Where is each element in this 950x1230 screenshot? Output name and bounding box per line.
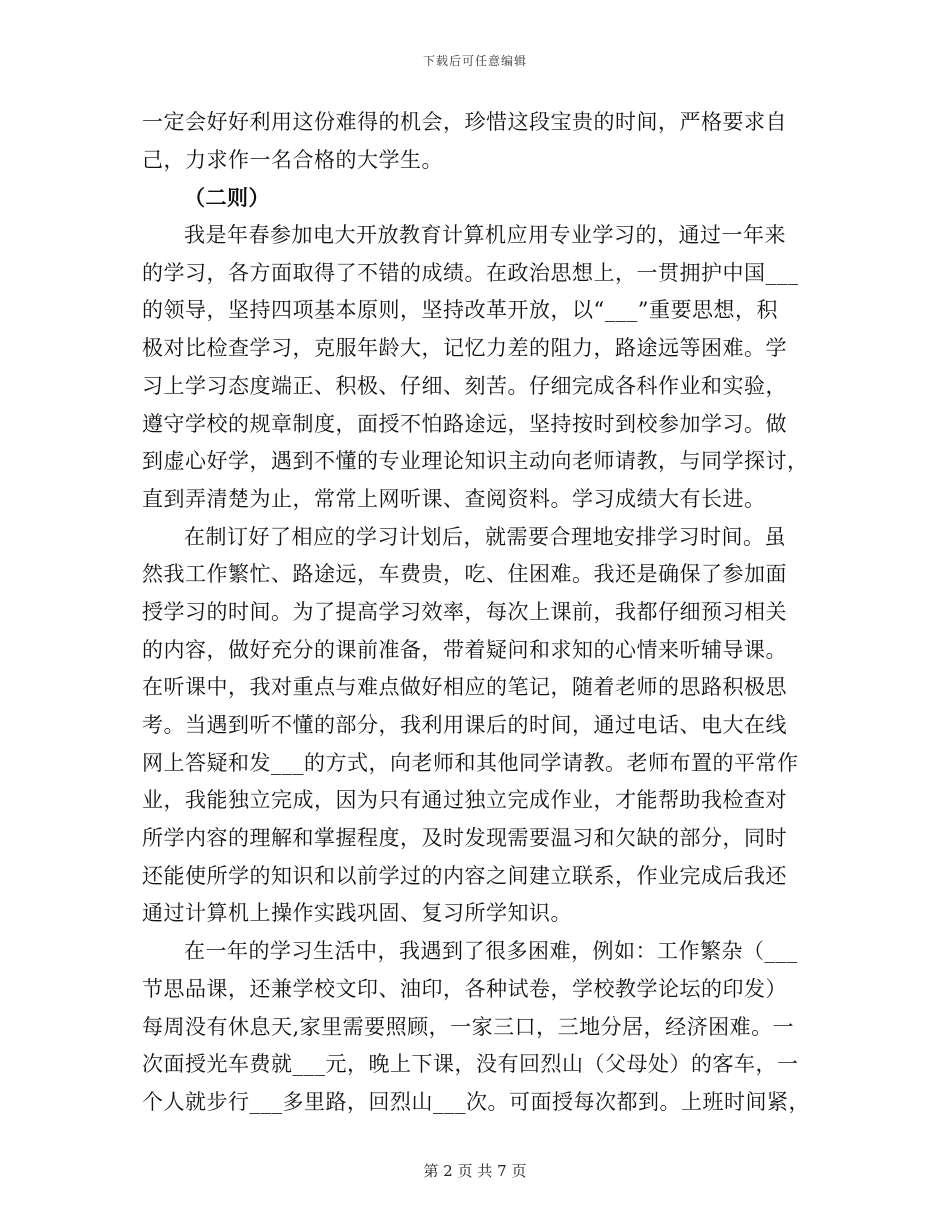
text-line: 习上学习态度端正、积极、仔细、刻苦。仔细完成各科作业和实验， [142,373,787,398]
text-line: 遵守学校的规章制度，面授不怕路途远，坚持按时到校参加学习。做 [142,411,787,436]
document-body [142,104,810,1122]
text-line: 考。当遇到听不懂的部分，我利用课后的时间，通过电话、电大在线 [142,713,787,737]
text-line: 己，力求作一名合格的大学生。 [142,147,443,172]
text-line: 授学习的时间。为了提高学习效率，每次上课前，我都仔细预习相关 [142,599,787,624]
section-heading: （二则） [184,185,270,211]
text-line: 节思品课，还兼学校文印、油印，各种试卷，学校教学论坛的印发） [142,976,787,1001]
text-line: 极对比检查学习，克服年龄大，记忆力差的阻力，路途远等困难。学 [142,336,787,361]
text-line: 一定会好好利用这份难得的机会，珍惜这段宝贵的时间，严格要求自 [142,110,787,134]
text-line: 业，我能独立完成，因为只有通过独立完成作业，才能帮助我检查对 [142,788,787,813]
text-line: 每周没有休息天,家里需要照顾，一家三口，三地分居，经济困难。一 [142,1014,795,1039]
text-line: 然我工作繁忙、路途远，车费贵，吃、住困难。我还是确保了参加面 [142,562,787,587]
text-line: 到虚心好学，遇到不懂的专业理论知识主动向老师请教，与同学探讨， [142,449,809,474]
page-number: 第 2 页 共 7 页 [423,1162,527,1180]
text-line: 的内容，做好充分的课前准备，带着疑问和求知的心情来听辅导课。 [142,637,787,662]
text-line: 次面授光车费就___元，晚上下课，没有回烈山（父母处）的客车，一 [142,1052,799,1077]
text-line: 直到弄清楚为止，常常上网听课、查阅资料。学习成绩大有长进。 [142,486,766,511]
text-line: 网上答疑和发___的方式，向老师和其他同学请教。老师布置的平常作 [142,750,799,775]
text-line: 个人就步行___多里路，回烈山___次。可面授每次都到。上班时间紧， [142,1089,810,1114]
text-line: 在听课中，我对重点与难点做好相应的笔记，随着老师的思路积极思 [142,675,787,700]
text-line: 的学习，各方面取得了不错的成绩。在政治思想上，一贯拥护中国___ [142,260,799,285]
paragraph-start-line: 在制订好了相应的学习计划后，就需要合理地安排学习时间。虽 [184,524,786,549]
text-line: 还能使所学的知识和以前学过的内容之间建立联系，作业完成后我还 [142,863,787,888]
page-header: 下载后可任意编辑 [422,54,527,68]
paragraph-start-line: 在一年的学习生活中，我遇到了很多困难，例如：工作繁杂（___ [184,939,798,964]
text-line: 的领导，坚持四项基本原则，坚持改革开放，以“___”重要思想，积 [142,298,778,323]
paragraph-start-line: 我是年春参加电大开放教育计算机应用专业学习的，通过一年来 [184,223,786,248]
text-line: 通过计算机上操作实践巩固、复习所学知识。 [142,901,572,926]
text-line: 所学内容的理解和掌握程度，及时发现需要温习和欠缺的部分，同时 [142,826,787,851]
